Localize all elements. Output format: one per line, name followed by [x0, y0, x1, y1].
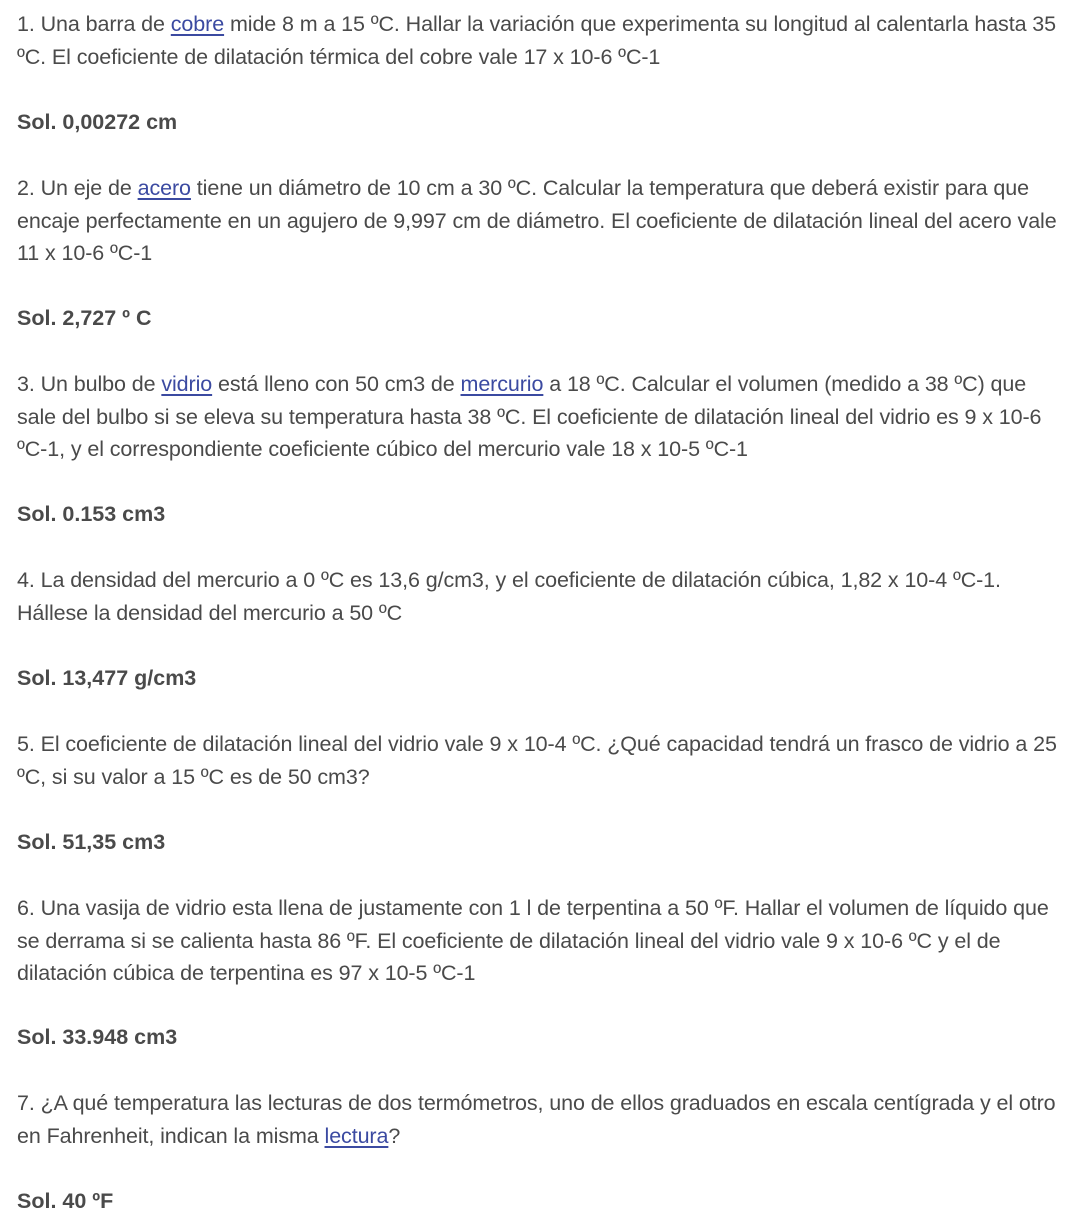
problem-2-text-rest: tiene un diámetro de 10 cm a 30 ºC. Calcular la temperatura que deberá existir para que encaje perfectamente en un agujero de 9,997 cm de diámetro. El coeficiente de dilatación lineal del acero vale 11 x 10-6 ºC-1 [17, 176, 1057, 265]
problem-1-text-rest: mide 8 m a 15 ºC. Hallar la variación que experimenta su longitud al calentarla hasta 35 ºC. El coeficiente de dilatación térmica del cobre vale 17 x 10-6 ºC-1 [17, 12, 1057, 69]
problem-3-text-rest: a 18 ºC. Calcular el volumen (medido a 38 ºC) que sale del bulbo si se eleva su temperatura hasta 38 ºC. El coeficiente de dilatación lineal del vidrio es 9 x 10-6 ºC-1, y el correspondiente coeficiente cúbico del mercurio vale 18 x 10-5 ºC-1 [17, 372, 1042, 461]
solution-4: Sol. 13,477 g/cm3 [17, 666, 197, 690]
solution-3: Sol. 0.153 cm3 [17, 502, 166, 526]
link-acero[interactable]: acero [137, 176, 191, 200]
problem-6: 6. Una vasija de vidrio esta llena de justamente con 1 l de terpentina a 50 ºF. Hallar el volumen de líquido que se derrama si se calienta hasta 86 ºF. El coeficiente de dilatación lineal del vidrio vale 9 x 10-6 ºC y el de dilatación cúbica de terpentina es 97 x 10-5 ºC-1 [17, 896, 1049, 985]
solution-6: Sol. 33.948 cm3 [17, 1025, 178, 1049]
problem-7 [17, 1087, 1069, 1152]
link-lectura[interactable]: lectura [324, 1123, 389, 1148]
solution-7: Sol. 40 ºF [17, 1189, 114, 1213]
problem-7-text: 7. ¿A qué temperatura las lecturas de dos termómetros, uno de ellos graduados en escala centígrada y el otro en Fahrenheit, indican la misma [17, 1091, 1056, 1148]
problem-3 [17, 368, 1069, 466]
problem-3-text-mid: está lleno con 50 cm3 de [212, 372, 461, 396]
solution-2: Sol. 2,727 º C [17, 306, 152, 330]
problem-7-text-rest: ? [388, 1123, 401, 1148]
problem-4: 4. La densidad del mercurio a 0 ºC es 13,6 g/cm3, y el coeficiente de dilatación cúbica, 1,82 x 10-4 ºC-1. Hállese la densidad del mercurio a 50 ºC [17, 568, 1001, 625]
solution-5: Sol. 51,35 cm3 [17, 830, 166, 854]
problem-1-text: 1. Una barra de [17, 12, 171, 36]
solution-1: Sol. 0,00272 cm [17, 110, 178, 134]
link-mercurio[interactable]: mercurio [460, 372, 544, 396]
problem-3-text: 3. Un bulbo de [17, 372, 162, 396]
link-vidrio[interactable]: vidrio [161, 372, 213, 396]
problem-2 [17, 172, 1069, 270]
link-cobre[interactable]: cobre [170, 12, 225, 36]
problem-1 [17, 8, 1069, 73]
problem-5: 5. El coeficiente de dilatación lineal del vidrio vale 9 x 10-4 ºC. ¿Qué capacidad tendrá un frasco de vidrio a 25 ºC, si su valor a 15 ºC es de 50 cm3? [17, 732, 1057, 789]
problem-2-text: 2. Un eje de [17, 176, 138, 200]
